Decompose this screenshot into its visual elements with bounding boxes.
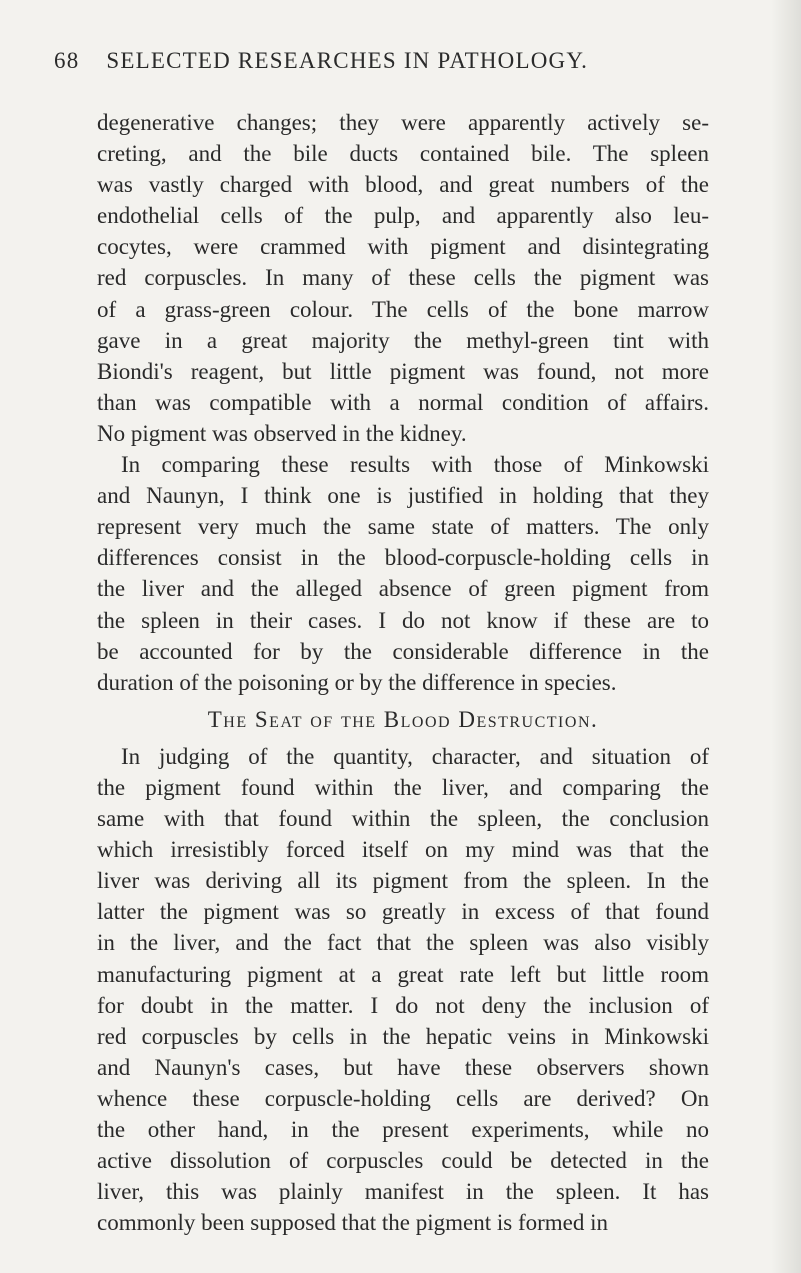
text-line: red corpuscles. In many of these cells the pigment was — [97, 265, 709, 291]
text-line: than was compatible with a normal condition of affairs. — [97, 389, 709, 415]
text-line: the other hand, in the present experiments, while no — [97, 1117, 709, 1142]
text-line: active dissolution of corpuscles could be detected in the — [97, 1148, 709, 1174]
text-line: In comparing these results with those of Minkowski — [121, 452, 709, 478]
text-line: in the liver, and the fact that the spleen was also visibly — [97, 930, 709, 956]
text-line: gave in a great majority the methyl-green tint with — [97, 327, 709, 353]
running-header — [54, 48, 694, 74]
text-line: cocytes, were crammed with pigment and disintegrating — [97, 234, 709, 260]
text-line: and Naunyn's cases, but have these observers shown — [97, 1054, 709, 1080]
text-line: the spleen in their cases. I do not know if these are to — [97, 607, 709, 633]
text-line: latter the pigment was so greatly in excess of that found — [97, 899, 709, 925]
text-line: Biondi's reagent, but little pigment was found, not more — [97, 358, 709, 384]
paragraph-2 — [97, 449, 709, 698]
text-line: In judging of the quantity, character, and situation of — [121, 743, 709, 769]
text-line: red corpuscles by cells in the hepatic veins in Minkowski — [97, 1023, 709, 1049]
page-number: 68 — [54, 48, 80, 73]
text-line: No pigment was observed in the kidney. — [97, 420, 467, 446]
text-line: creting, and the bile ducts contained bile. The spleen — [97, 141, 709, 167]
paragraph-3 — [97, 741, 709, 1239]
body-text — [97, 107, 709, 1238]
section-heading: The Seat of the Blood Destruction. — [207, 706, 599, 732]
text-line: be accounted for by the considerable difference in the — [97, 638, 709, 664]
paragraph-1 — [97, 107, 709, 449]
text-line: represent very much the same state of matters. The only — [97, 514, 709, 540]
text-line: same with that found within the spleen, the conclusion — [97, 806, 709, 832]
running-title: SELECTED RESEARCHES IN PATHOLOGY. — [106, 48, 589, 73]
text-line: duration of the poisoning or by the difference in species. — [97, 669, 617, 695]
text-line: for doubt in the matter. I do not deny the inclusion of — [97, 992, 709, 1018]
text-line: which irresistibly forced itself on my mind was that the — [97, 837, 709, 863]
text-line: whence these corpuscle-holding cells are derived? On — [97, 1085, 709, 1111]
text-line: of a grass-green colour. The cells of the bone marrow — [97, 296, 709, 322]
text-line: the liver and the alleged absence of green pigment from — [97, 576, 709, 602]
text-line: the pigment found within the liver, and comparing the — [97, 774, 709, 800]
text-line: manufacturing pigment at a great rate left but little room — [97, 961, 709, 987]
text-line: liver was deriving all its pigment from the spleen. In the — [97, 868, 709, 894]
page-edge-shadow — [771, 0, 801, 1273]
text-line: liver, this was plainly manifest in the spleen. It has — [97, 1179, 709, 1205]
text-line: endothelial cells of the pulp, and apparently also leu- — [97, 203, 709, 229]
text-line: degenerative changes; they were apparently actively se- — [97, 110, 709, 135]
text-line: commonly been supposed that the pigment is formed in — [97, 1210, 609, 1236]
text-line: and Naunyn, I think one is justified in holding that they — [97, 483, 709, 509]
text-line: was vastly charged with blood, and great numbers of the — [97, 172, 709, 198]
text-line: differences consist in the blood-corpuscle-holding cells in — [97, 545, 709, 571]
